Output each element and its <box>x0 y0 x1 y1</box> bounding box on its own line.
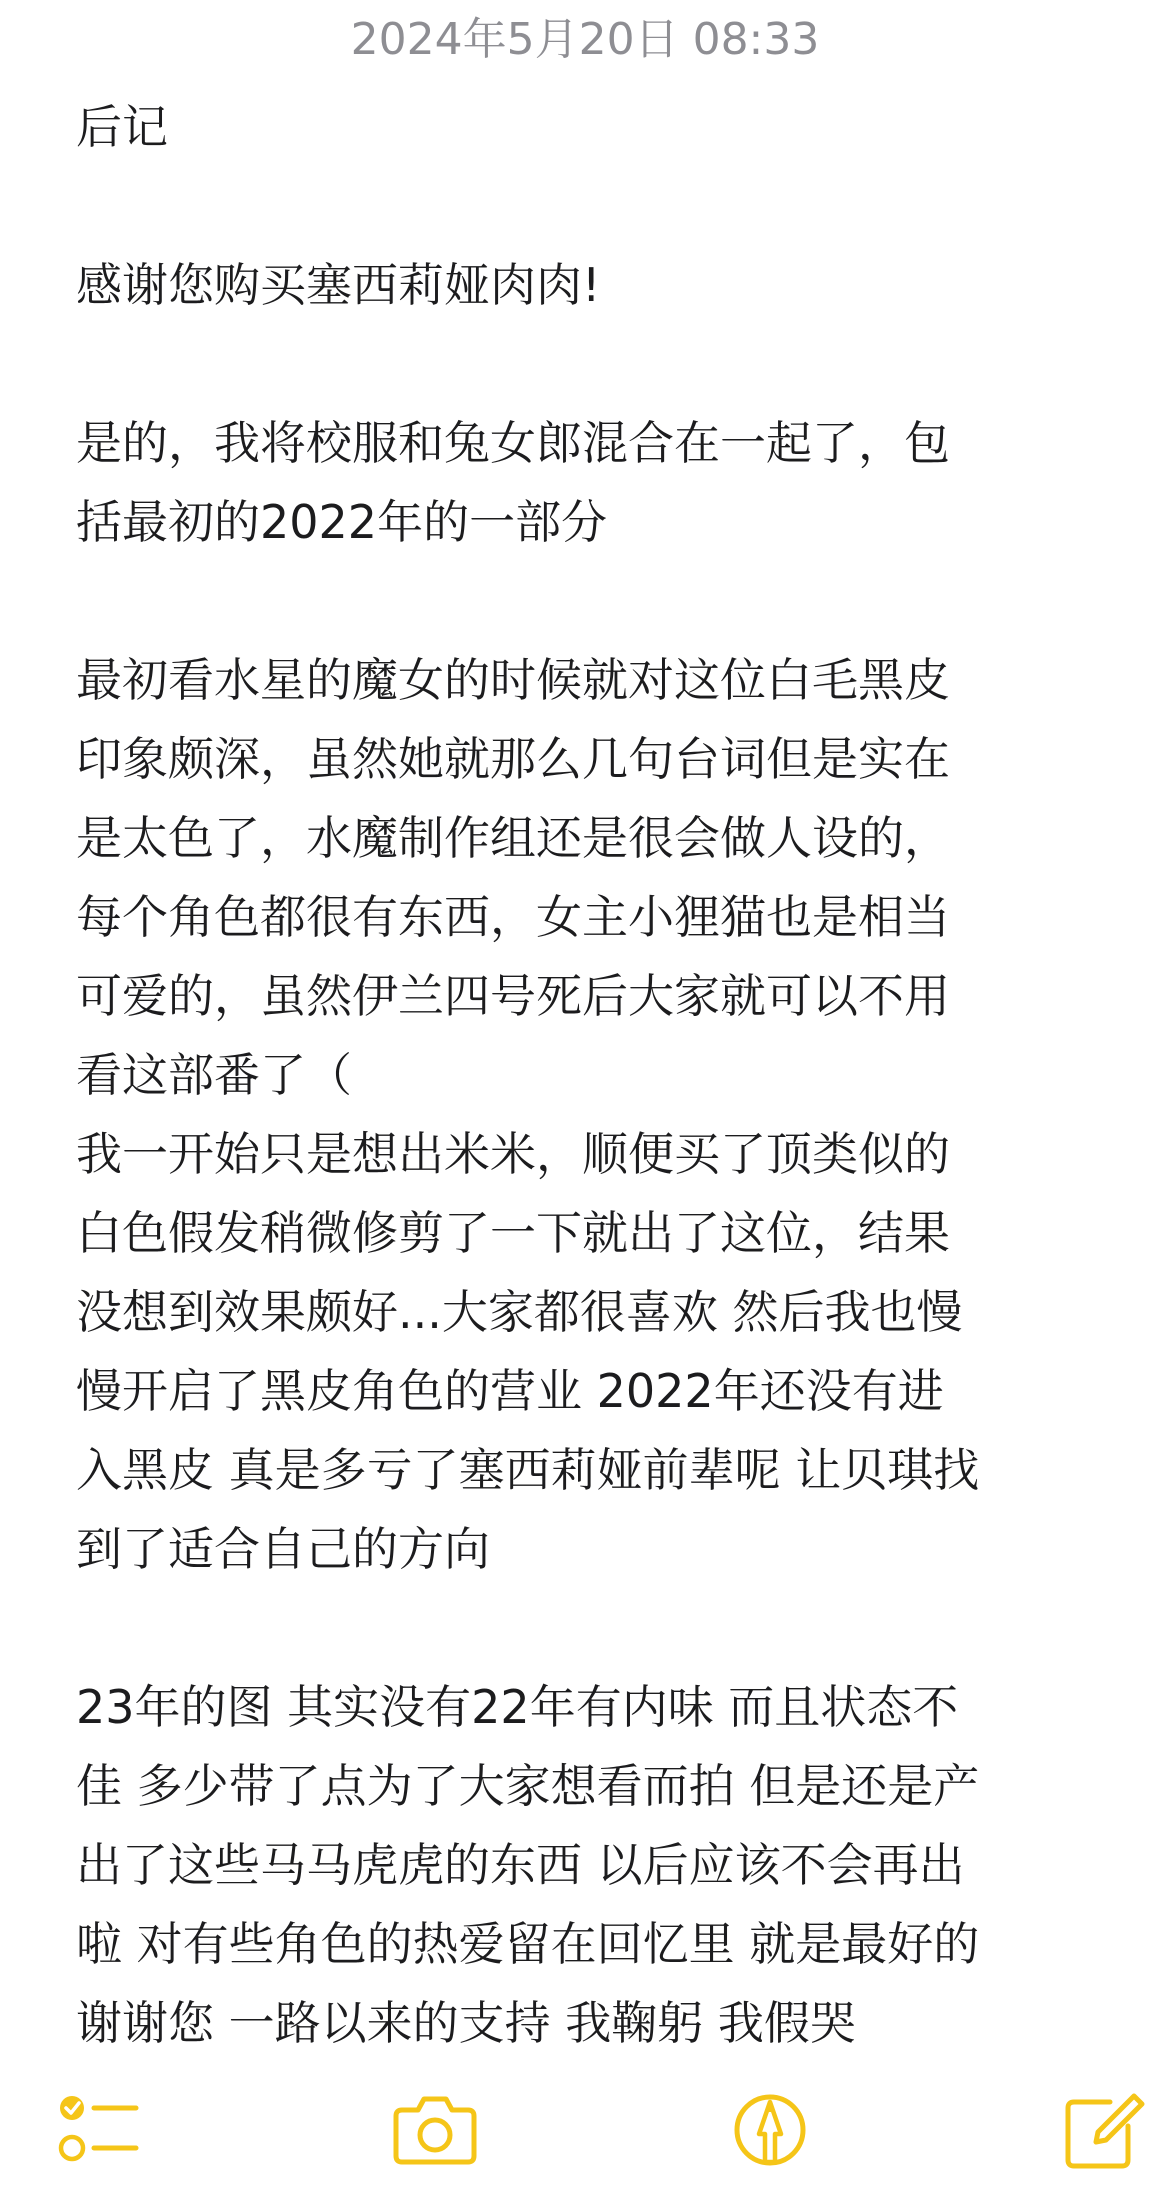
note-line: 感谢您购买塞西莉娅肉肉! <box>76 258 601 312</box>
note-line: 是太色了，水魔制作组还是很会做人设的， <box>76 811 950 865</box>
note-line: 可爱的，虽然伊兰四号死后大家就可以不用 <box>76 969 950 1023</box>
note-line <box>76 167 1106 246</box>
note-line: 慢开启了黑皮角色的营业 2022年还没有进 <box>76 1364 944 1418</box>
note-line: 到了适合自己的方向 <box>76 1522 490 1576</box>
note-line: 入黑皮 真是多亏了塞西莉娅前辈呢 让贝琪找 <box>76 1443 980 1497</box>
camera-button[interactable] <box>390 2090 480 2170</box>
note-line: 谢谢您 一路以来的支持 我鞠躬 我假哭 <box>76 1996 856 2050</box>
camera-icon <box>390 2090 480 2170</box>
note-line <box>76 325 1106 404</box>
note-line: 括最初的2022年的一部分 <box>76 495 608 549</box>
note-line: 出了这些马马虎虎的东西 以后应该不会再出 <box>76 1838 965 1892</box>
bottom-toolbar <box>0 2060 1170 2190</box>
note-line: 是的，我将校服和兔女郎混合在一起了，包 <box>76 416 950 470</box>
note-line: 没想到效果颇好...大家都很喜欢 然后我也慢 <box>76 1285 963 1339</box>
note-line <box>76 562 1106 641</box>
compose-button[interactable] <box>1060 2090 1150 2170</box>
note-body[interactable] <box>76 88 1106 2063</box>
compose-icon <box>1060 2090 1150 2170</box>
note-line <box>76 1589 1106 1668</box>
note-line: 看这部番了（ <box>76 1048 352 1102</box>
note-line: 23年的图 其实没有22年有内味 而且状态不 <box>76 1680 959 1734</box>
checklist-icon <box>50 2090 140 2170</box>
note-line: 佳 多少带了点为了大家想看而拍 但是还是产 <box>76 1759 980 1813</box>
markup-pen-icon <box>725 2090 815 2170</box>
note-line: 我一开始只是想出米米，顺便买了顶类似的 <box>76 1127 950 1181</box>
note-line: 每个角色都很有东西，女主小狸猫也是相当 <box>76 890 950 944</box>
note-line: 印象颇深，虽然她就那么几句台词但是实在 <box>76 732 950 786</box>
note-line: 啦 对有些角色的热爱留在回忆里 就是最好的 <box>76 1917 980 1971</box>
note-timestamp: 2024年5月20日 08:33 <box>350 14 820 65</box>
note-line: 白色假发稍微修剪了一下就出了这位，结果 <box>76 1206 950 1260</box>
note-line: 最初看水星的魔女的时候就对这位白毛黑皮 <box>76 653 950 707</box>
checklist-button[interactable] <box>50 2090 140 2170</box>
note-title: 后记 <box>76 100 168 154</box>
markup-button[interactable] <box>725 2090 815 2170</box>
